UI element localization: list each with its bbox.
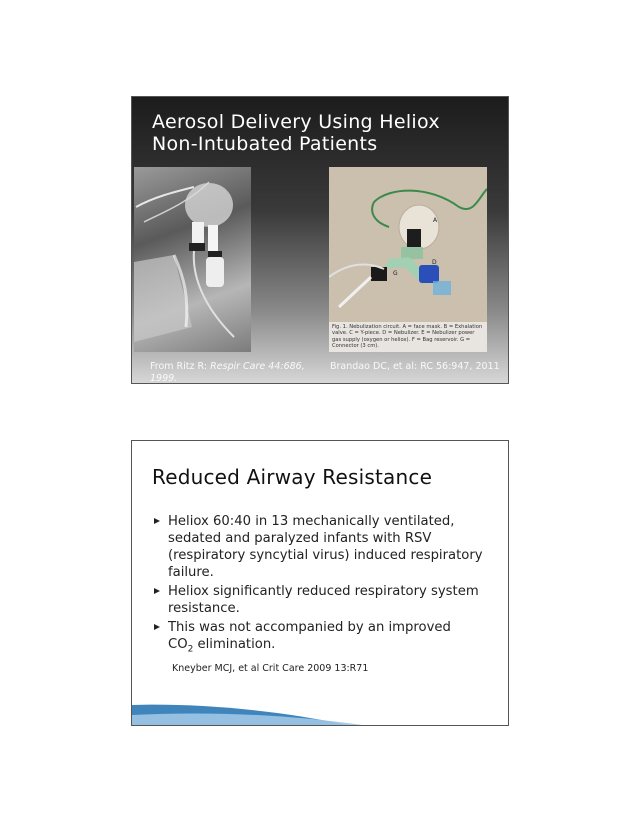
figure-label-a: A (433, 217, 438, 224)
bullet-list (150, 513, 494, 661)
decorative-swoosh (132, 695, 508, 725)
slide-1 (131, 96, 509, 384)
bullet-arrow-icon (154, 624, 160, 630)
slide-1-title (152, 111, 492, 155)
bullet-text: Heliox 60:40 in 13 mechanically ventilated, sedated and paralyzed infants with RSV (respiratory syncytial virus) induced respiratory failure. (168, 514, 483, 580)
bullet-item (150, 583, 494, 617)
figure-caption: Fig. 1. Nebulization circuit. A = face mask. B = Exhalation valve. C = Y-piece. D = Nebulizer. E = Nebulizer power gas supply (oxygen or heliox). F = Bag reservoir. G = Connector (3 cm). (329, 322, 487, 352)
citation-right: Brandao DC, et al: RC 56:947, 2011 (330, 361, 500, 372)
bullet-arrow-icon (154, 518, 160, 524)
co2-subscript: 2 (187, 644, 194, 655)
bullet-item (150, 513, 494, 581)
co2-text: CO (168, 637, 188, 652)
bullet-text-tail: elimination. (193, 637, 276, 652)
slide-2-citation: Kneyber MCJ, et al Crit Care 2009 13:R71 (172, 663, 369, 674)
bullet-text: This was not accompanied by an improved (168, 620, 451, 635)
title-line-2: Non-Intubated Patients (152, 133, 378, 155)
citation-left-author: From Ritz R: (150, 361, 211, 372)
slide-2-title: Reduced Airway Resistance (152, 465, 433, 489)
photo-nebulization-circuit (329, 167, 487, 352)
bullet-arrow-icon (154, 588, 160, 594)
figure-label-d: D (432, 259, 437, 266)
citation-left-journal: Respir Care 44:686, 1999. (150, 361, 305, 384)
bullet-text: Heliox significantly reduced respiratory system resistance. (168, 584, 479, 616)
title-line-1: Aerosol Delivery Using Heliox (152, 111, 440, 133)
citation-left (150, 361, 310, 384)
figure-label-g: G (393, 270, 398, 277)
slide-2 (131, 440, 509, 726)
photo-nebulizer-mask (134, 167, 251, 352)
bullet-item (150, 619, 494, 659)
